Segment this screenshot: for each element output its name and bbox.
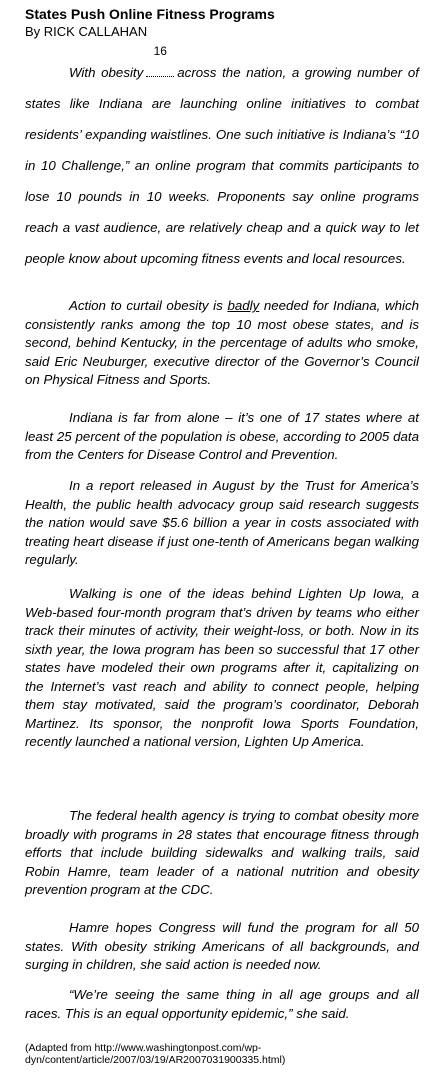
source-citation: (Adapted from http://www.washingtonpost.com/wp-dyn/content/article/2007/03/19/AR2007031900335.html) xyxy=(25,1042,286,1066)
paragraph-8: “We’re seeing the same thing in all age groups and all races. This is an equal opportunity epidemic,” she said. xyxy=(25,987,419,1021)
paragraph-3: Indiana is far from alone – it’s one of 17 states where at least 25 percent of the population is obese, according to 2005 data from the Centers for Disease Control and Prevention. xyxy=(25,410,419,462)
paragraph-6: The federal health agency is trying to combat obesity more broadly with programs in 28 states that encourage fitness through efforts that include building sidewalks and walking trails, said Robin Hamre, team leader of a national nutrition and obesity prevention program at the CDC. xyxy=(25,808,419,897)
paragraph-1-lead: With obesity xyxy=(69,65,144,80)
paragraph-2-rest: needed for Indiana, which consistently ranks among the top 10 most obese states, and is second, behind Kentucky, in the percentage of adults who smoke, said Eric Neuburger, executive director of the Governor’s Council on Physical Fitness and Sports. xyxy=(25,298,419,387)
paragraph-2 xyxy=(25,297,419,390)
paragraph-1 xyxy=(25,44,419,274)
paragraph-1-rest: across the nation, a growing number of states like Indiana are launching online initiatives to combat residents’ expanding waistlines. One such initiative is Indiana’s “10 in 10 Challenge,” an online program that commits participants to lose 10 pounds in 10 weeks. Proponents say online programs reach a vast audience, are relatively cheap and a quick way to let people know about upcoming fitness events and local resources. xyxy=(25,65,419,266)
paragraph-5: Walking is one of the ideas behind Lighten Up Iowa, a Web-based four-month program that’s driven by teams who either track their minutes of activity, their weight-loss, or both. Now in its sixth year, the Iowa program has been so successful that 17 other states have modeled their own programs after it, capitalizing on the Internet’s vast reach and ability to connect people, helping them stay motivated, said the program’s coordinator, Deborah Martinez. Its sponsor, the nonprofit Iowa Sports Foundation, recently launched a national version, Lighten Up America. xyxy=(25,586,419,749)
article-byline: By RICK CALLAHAN xyxy=(25,24,148,39)
paragraph-2-lead: Action to curtail obesity is xyxy=(69,298,223,313)
paragraph-4: In a report released in August by the Trust for America’s Health, the public health advocacy group said research suggests the nation would save $5.6 billion a year in costs associated with treating heart disease if just one-tenth of Americans began walking regularly. xyxy=(25,478,419,567)
article-headline: States Push Online Fitness Programs xyxy=(25,6,275,22)
blank-line xyxy=(146,66,174,77)
cloze-blank xyxy=(146,44,174,88)
underlined-word: badly xyxy=(227,298,260,313)
blank-number: 16 xyxy=(153,44,167,58)
paragraph-7: Hamre hopes Congress will fund the program for all 50 states. With obesity striking Americans of all backgrounds, and surging in children, she said action is needed now. xyxy=(25,920,419,972)
